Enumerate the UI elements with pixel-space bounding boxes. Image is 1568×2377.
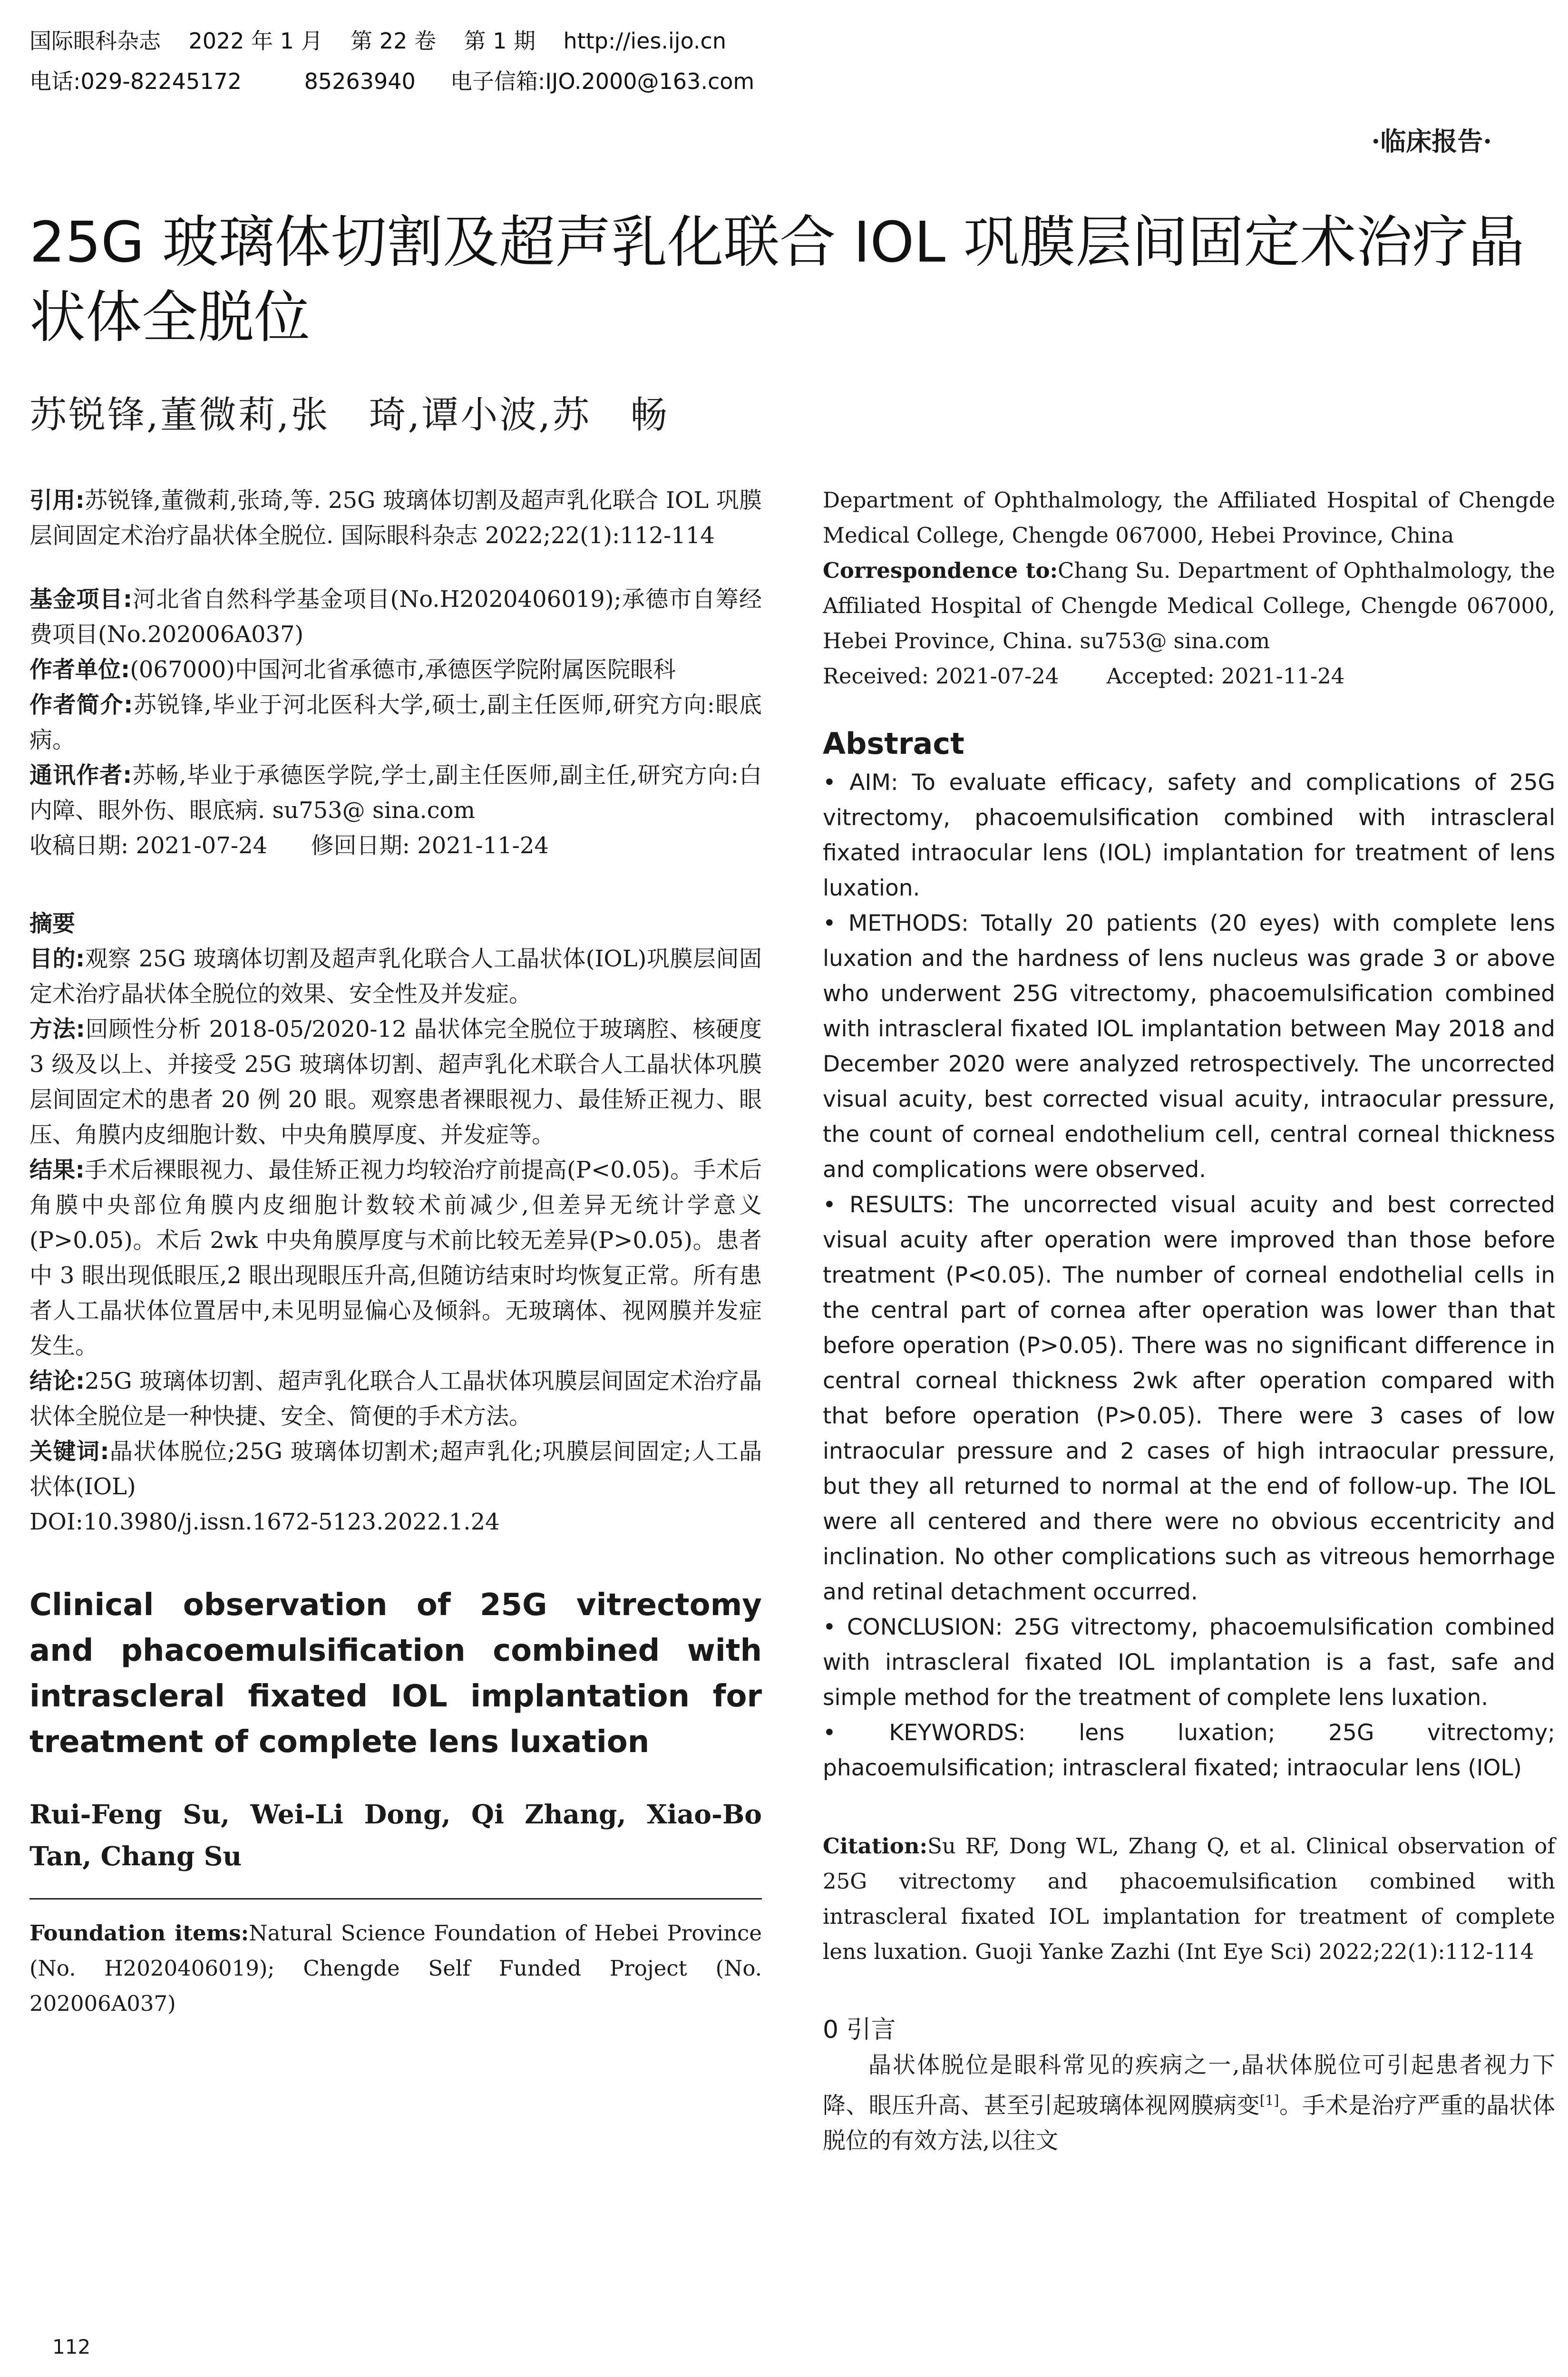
abstract-en-conclusion: • CONCLUSION: 25G vitrectomy, phacoemulsification combined with intrascleral fixated IOL implantation is a fast, safe and simple method for the treatment of complete lens luxation.	[823, 1614, 1555, 1711]
english-authors: Rui-Feng Su, Wei-Li Dong, Qi Zhang, Xiao-Bo Tan, Chang Su	[29, 1799, 762, 1871]
abstract-cn-keywords: 关键词:晶状体脱位;25G 玻璃体切割术;超声乳化;巩膜层间固定;人工晶状体(IOL)	[29, 1438, 762, 1500]
citation-cn: 引用:苏锐锋,董微莉,张琦,等. 25G 玻璃体切割及超声乳化联合 IOL 巩膜层间固定术治疗晶状体全脱位. 国际眼科杂志 2022;22(1):112-114	[29, 487, 762, 549]
intro-heading: 0 引言	[823, 2016, 896, 2044]
abstract-en-results: • RESULTS: The uncorrected visual acuity and best corrected visual acuity after operation were improved than those before treatment (P<0.05). The number of corneal endothelial cells in the central part of cornea after operation was lower than that before operation (P>0.05). There was no significant difference in central corneal thickness 2wk after operation compared with that before operation (P>0.05). There were 3 cases of low intraocular pressure and 2 cases of high intraocular pressure, but they all returned to normal at the end of follow-up. The IOL were all centered and there were no obvious eccentricity and inclination. No other complications such as vitreous hemorrhage and retinal detachment occurred.	[823, 1192, 1556, 1605]
abstract-cn-methods: 方法:回顾性分析 2018-05/2020-12 晶状体完全脱位于玻璃腔、核硬度 3 级及以上、并接受 25G 玻璃体切割、超声乳化术联合人工晶状体巩膜层间固定术的患者 20 例 20 眼。观察患者裸眼视力、最佳矫正视力、眼压、角膜内皮细胞计数、中央角膜厚度、并发症等。	[29, 1016, 762, 1148]
abstract-en-aim: • AIM: To evaluate efficacy, safety and complications of 25G vitrectomy, phacoemulsification combined with intrascleral fixated intraocular lens (IOL) implantation for treatment of lens luxation.	[823, 770, 1556, 901]
doi: DOI:10.3980/j.issn.1672-5123.2022.1.24	[29, 1509, 500, 1535]
reference-marker[interactable]: [1]	[1259, 2092, 1279, 2108]
section-label: ·临床报告·	[1371, 126, 1492, 156]
english-title: Clinical observation of 25G vitrectomy and phacoemulsification combined with intrascleral fixated IOL implantation for treatment of complete lens luxation	[29, 1588, 762, 1760]
abstract-en-methods: • METHODS: Totally 20 patients (20 eyes) with complete lens luxation and the hardness of lens nucleus was grade 3 or above who underwent 25G vitrectomy, phacoemulsification combined with intrascleral fixated IOL implantation between May 2018 and December 2020 were analyzed retrospectively. The uncorrected visual acuity, best corrected visual acuity, intraocular pressure, the count of corneal endothelium cell, central corneal thickness and complications were observed.	[823, 910, 1555, 1183]
article-authors: 苏锐锋,董微莉,张 琦,谭小波,苏 畅	[29, 394, 670, 437]
author-unit: 作者单位:(067000)中国河北省承德市,承德医学院附属医院眼科	[29, 656, 676, 683]
journal-header-line2: 电话:029-82245172 85263940 电子信箱:IJO.2000@163.com	[29, 68, 755, 94]
foundation-cn: 基金项目:河北省自然科学基金项目(No.H2020406019);承德市自筹经费项目(No.202006A037)	[29, 586, 762, 648]
divider	[29, 1898, 762, 1900]
page-number: 112	[52, 2335, 91, 2358]
article-title: 25G 玻璃体切割及超声乳化联合 IOL 巩膜层间固定术治疗晶状体全脱位	[29, 209, 1525, 350]
corresponding-author: 通讯作者:苏畅,毕业于承德医学院,学士,副主任医师,副主任,研究方向:白内障、眼外伤、眼底病. su753@ sina.com	[29, 762, 762, 824]
foundation-en: Foundation items:Natural Science Foundation of Hebei Province (No. H2020406019); Chengde Self Funded Project (No. 202006A037)	[29, 1920, 762, 2016]
abstract-cn-conclusion: 结论:25G 玻璃体切割、超声乳化联合人工晶状体巩膜层间固定术治疗晶状体全脱位是一种快捷、安全、简便的手术方法。	[29, 1368, 762, 1430]
abstract-en-keywords: • KEYWORDS: lens luxation; 25G vitrectomy; phacoemulsification; intrascleral fixated; intraocular lens (IOL)	[823, 1720, 1555, 1781]
author-bio: 作者简介:苏锐锋,毕业于河北医科大学,硕士,副主任医师,研究方向:眼底病。	[29, 692, 762, 753]
received-en: Received: 2021-07-24 Accepted: 2021-11-24	[823, 663, 1345, 689]
dates-cn: 收稿日期: 2021-07-24 修回日期: 2021-11-24	[29, 832, 549, 859]
abstract-cn-aim: 目的:观察 25G 玻璃体切割及超声乳化联合人工晶状体(IOL)巩膜层间固定术治疗晶状体全脱位的效果、安全性及并发症。	[29, 945, 762, 1007]
affiliation-en: Department of Ophthalmology, the Affiliated Hospital of Chengde Medical College, Chengde 067000, Hebei Province, China	[823, 487, 1555, 548]
abstract-en-heading: Abstract	[823, 726, 964, 761]
citation-en: Citation:Su RF, Dong WL, Zhang Q, et al. Clinical observation of 25G vitrectomy and phacoemulsification combined with intrascleral fixated IOL implantation for treatment of complete lens luxation. Guoji Yanke Zazhi (Int Eye Sci) 2022;22(1):112-114	[823, 1833, 1555, 1964]
journal-header-line1: 国际眼科杂志 2022 年 1 月 第 22 卷 第 1 期 http://ies.ijo.cn	[29, 28, 726, 54]
right-column	[823, 483, 1555, 2158]
abstract-cn-results: 结果:手术后裸眼视力、最佳矫正视力均较治疗前提高(P<0.05)。手术后角膜中央部位角膜内皮细胞计数较术前减少,但差异无统计学意义(P>0.05)。术后 2wk 中央角膜厚度与术前比较无差异(P>0.05)。患者中 3 眼出现低眼压,2 眼出现眼压升高,但随访结束时均恢复正常。所有患者人工晶状体位置居中,未见明显偏心及倾斜。无玻璃体、视网膜并发症发生。	[29, 1157, 762, 1359]
intro-text: 晶状体脱位是眼科常见的疾病之一,晶状体脱位可引起患者视力下降、眼压升高、甚至引起玻璃体视网膜病变[1]。手术是治疗严重的晶状体脱位的有效方法,以往文	[823, 2052, 1555, 2154]
left-column	[29, 483, 762, 2021]
correspondence-en: Correspondence to:Chang Su. Department of Ophthalmology, the Affiliated Hospital of Chengde Medical College, Chengde 067000, Hebei Province, China. su753@ sina.com	[823, 558, 1555, 653]
abstract-cn-heading: 摘要	[29, 910, 76, 937]
